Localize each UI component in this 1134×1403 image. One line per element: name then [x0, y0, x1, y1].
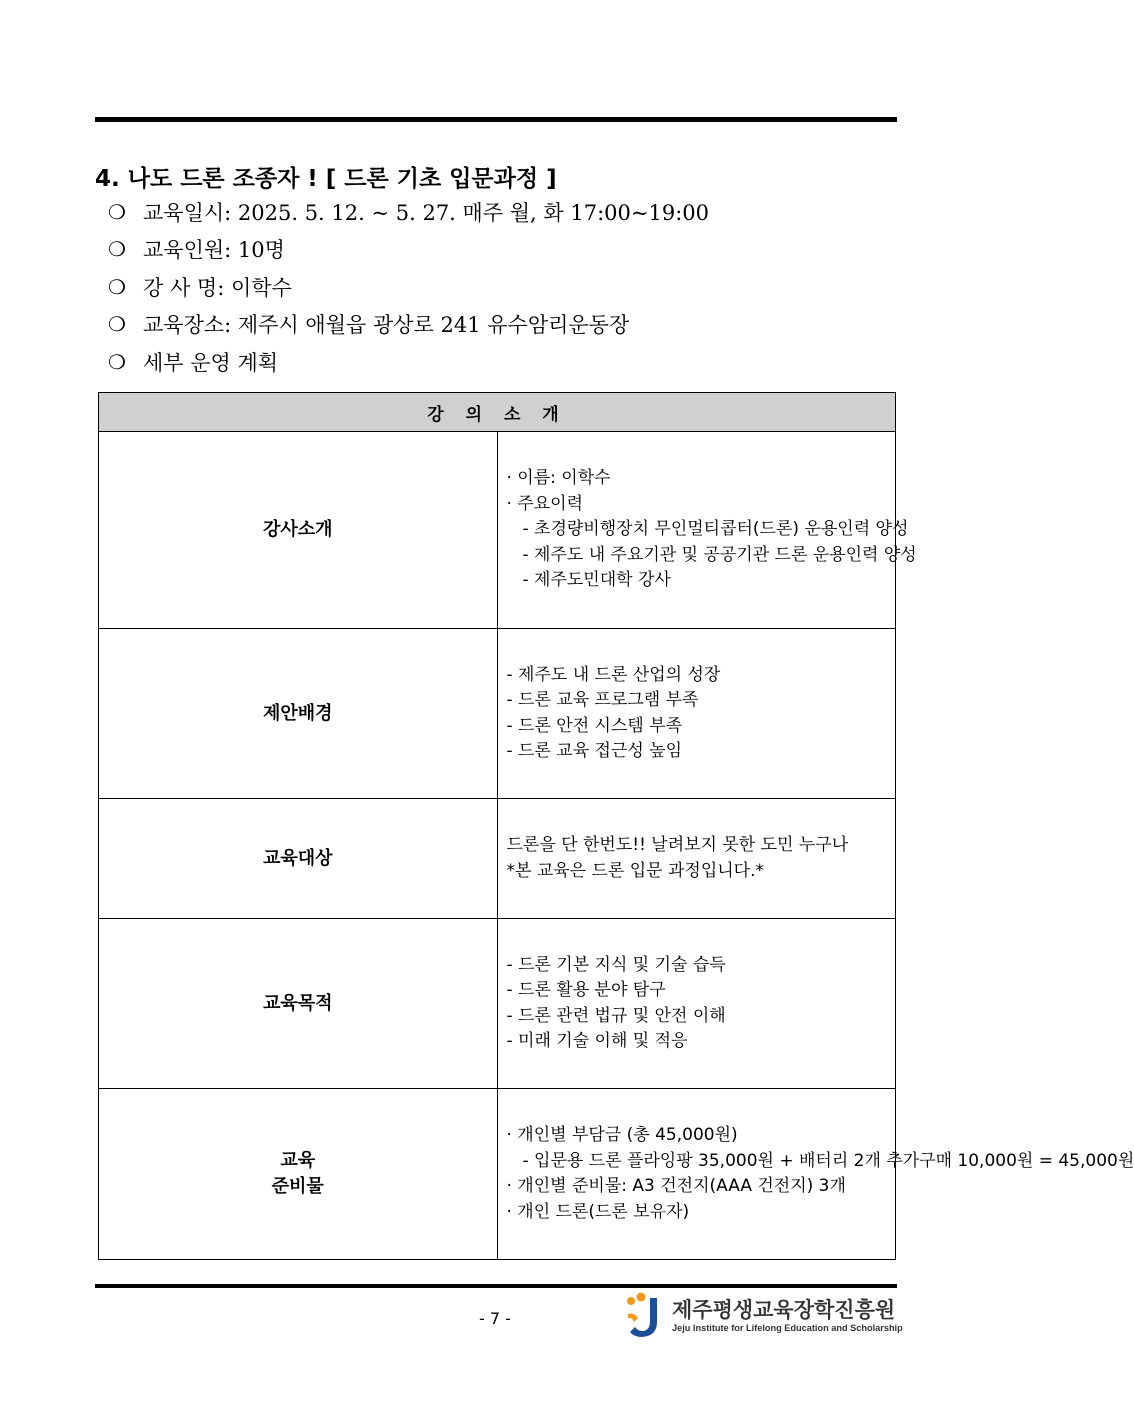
content-line: · 개인별 준비물: A3 건전지(AAA 건전지) 3개	[506, 1176, 846, 1196]
info-item-location	[108, 306, 709, 344]
row-content	[497, 432, 917, 629]
page-number: - 7 -	[479, 1309, 511, 1328]
lecture-table	[98, 392, 1134, 1260]
table-row-target	[99, 799, 896, 919]
content-line: 드론을 단 한번도!! 날려보지 못한 도민 누구나	[506, 835, 849, 855]
logo-name-korean: 제주평생교육장학진흥원	[672, 1297, 896, 1322]
section-title: 4. 나도 드론 조종자 ! [ 드론 기초 입문과정 ]	[95, 166, 557, 192]
circle-bullet-icon: ❍	[108, 349, 126, 374]
logo-mark-icon	[624, 1292, 666, 1340]
content-line: - 제주도 내 주요기관 및 공공기관 드론 운용인력 양성	[522, 544, 917, 565]
circle-bullet-icon: ❍	[108, 312, 126, 337]
circle-bullet-icon: ❍	[108, 199, 126, 224]
logo-name-english: Jeju Institute for Lifelong Education and Scholarship	[672, 1322, 903, 1333]
circle-bullet-icon: ❍	[108, 274, 126, 299]
table-row-instructor	[99, 432, 896, 629]
content-line: - 드론 활용 분야 탐구	[506, 980, 666, 1000]
circle-bullet-icon: ❍	[108, 237, 126, 262]
row-label: 교육대상	[99, 799, 498, 919]
row-label	[99, 1089, 498, 1260]
content-line: - 입문용 드론 플라잉팡 35,000원 + 배터리 2개 추가구매 10,000원 = 45,000원	[522, 1150, 1134, 1171]
content-line: · 개인별 부담금 (총 45,000원)	[506, 1125, 738, 1145]
info-text: 교육일시: 2025. 5. 12. ~ 5. 27. 매주 월, 화 17:00~19:00	[143, 200, 710, 225]
content-line: - 드론 기본 지식 및 기술 습득	[506, 954, 726, 975]
content-line: - 미래 기술 이해 및 적응	[506, 1031, 688, 1051]
institute-logo	[624, 1292, 903, 1340]
table-row-background	[99, 629, 896, 799]
content-line: · 이름: 이학수	[506, 468, 611, 489]
info-item-capacity	[108, 231, 709, 269]
top-rule	[95, 117, 897, 122]
table-row-purpose	[99, 919, 896, 1089]
content-line: - 드론 관련 법규 및 안전 이해	[506, 1005, 726, 1026]
info-text: 강 사 명: 이학수	[143, 275, 292, 300]
content-line: - 제주도 내 드론 산업의 성장	[506, 664, 721, 685]
table-header-row	[99, 393, 896, 432]
content-line: - 드론 안전 시스템 부족	[506, 715, 683, 736]
row-content	[497, 629, 896, 799]
content-line: - 드론 교육 접근성 높임	[506, 741, 683, 761]
row-label-line: 준비물	[271, 1176, 324, 1197]
info-text: 세부 운영 계획	[143, 350, 279, 375]
bottom-rule	[95, 1284, 897, 1288]
content-line: - 초경량비행장치 무인멀티콥터(드론) 운용인력 양성	[522, 519, 909, 540]
row-label: 제안배경	[99, 629, 498, 799]
content-line: - 제주도민대학 강사	[522, 570, 671, 591]
content-line: · 개인 드론(드론 보유자)	[506, 1201, 690, 1222]
table-row-supplies	[99, 1089, 896, 1260]
logo-text	[672, 1298, 903, 1335]
content-line: *본 교육은 드론 입문 과정입니다.*	[506, 860, 765, 881]
row-label-line: 교육	[280, 1150, 316, 1171]
row-label: 강사소개	[99, 432, 498, 629]
row-content	[497, 919, 896, 1089]
content-line: - 드론 교육 프로그램 부족	[506, 690, 699, 710]
info-text: 교육장소: 제주시 애월읍 광상로 241 유수암리운동장	[143, 313, 630, 338]
info-item-instructor	[108, 268, 709, 306]
row-content	[497, 1089, 1134, 1260]
content-line: · 주요이력	[506, 493, 583, 514]
row-content	[497, 799, 896, 919]
row-label: 교육목적	[99, 919, 498, 1089]
info-list	[108, 193, 709, 381]
info-item-plan	[108, 343, 709, 381]
info-text: 교육인원: 10명	[143, 238, 285, 263]
info-item-date	[108, 193, 709, 231]
table-header: 강 의 소 개	[99, 393, 896, 432]
